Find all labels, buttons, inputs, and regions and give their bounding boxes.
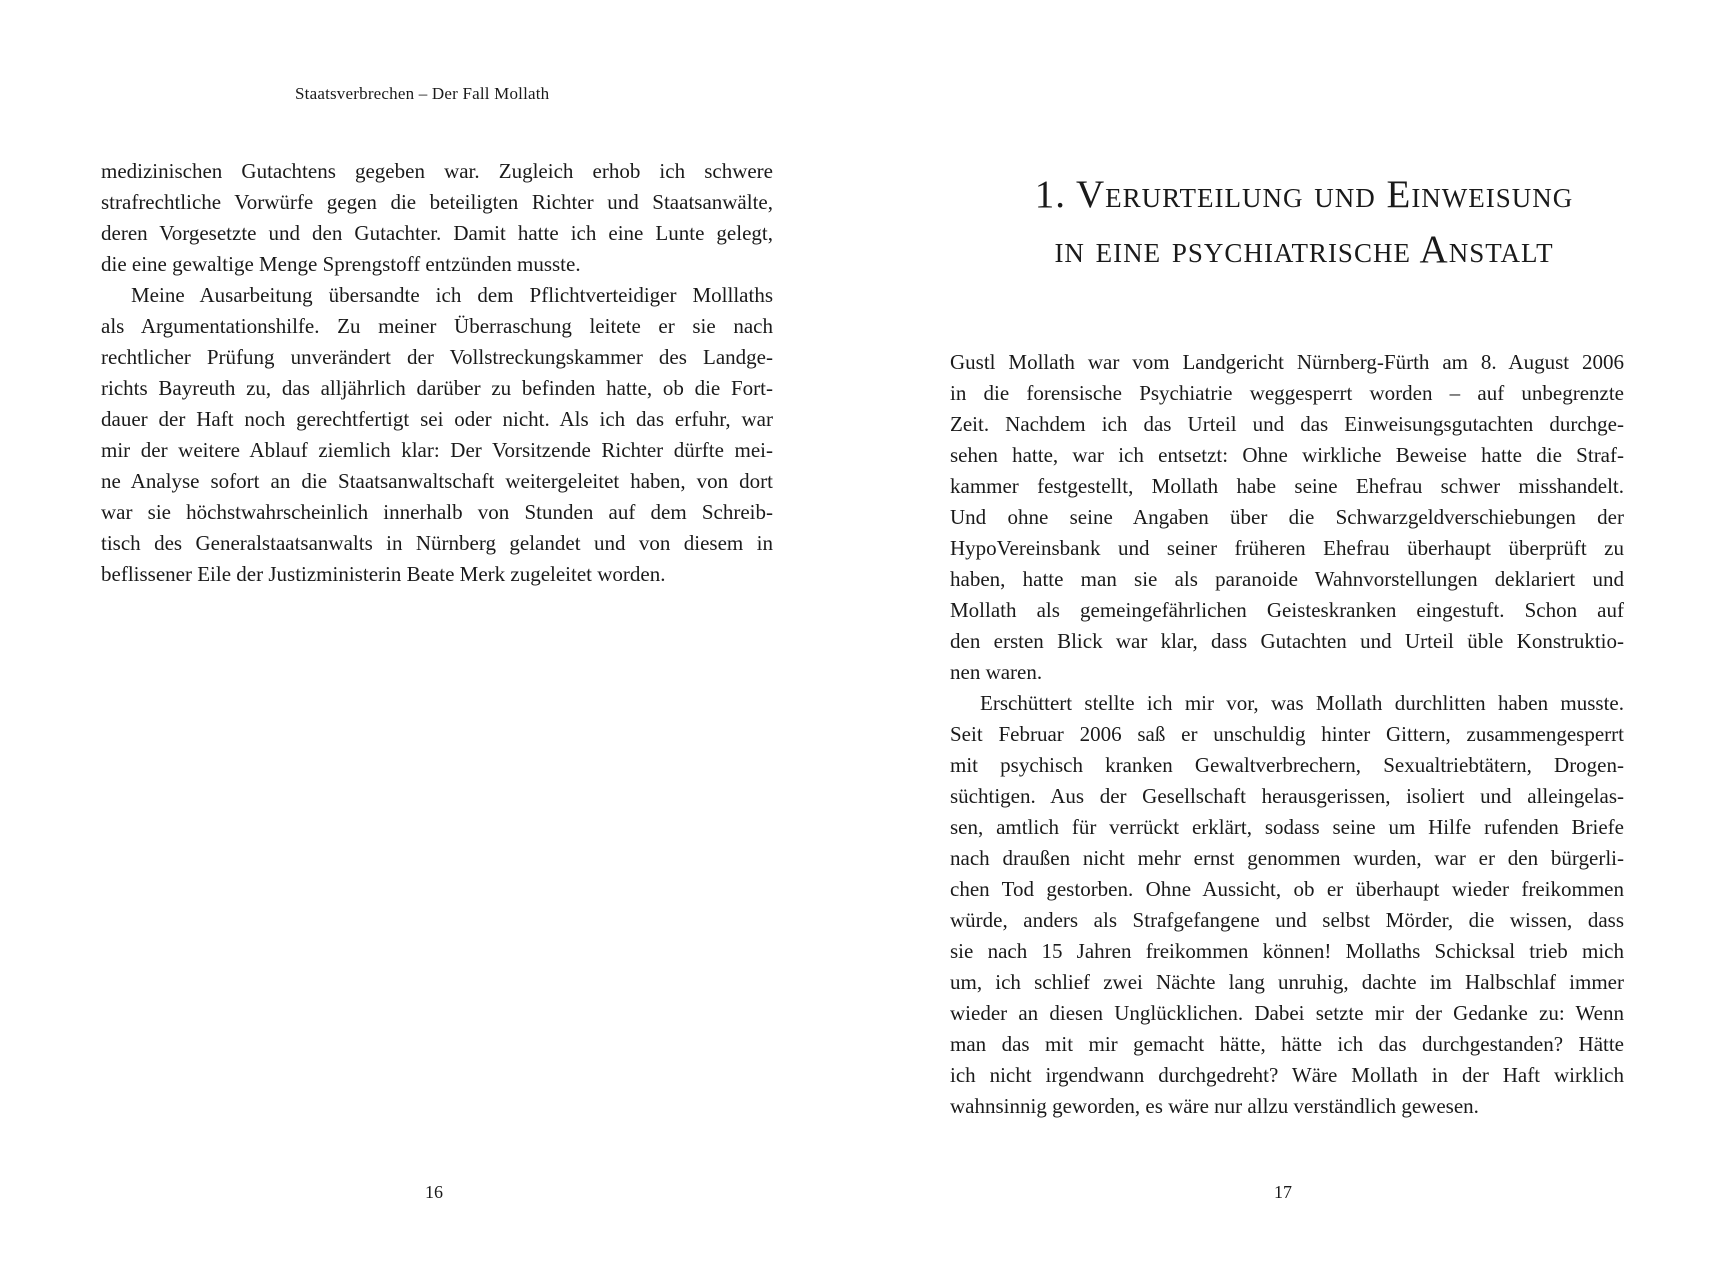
body-text-line: ne Analyse sofort an die Staatsanwaltschaft weitergeleitet haben, von dort	[101, 469, 773, 493]
body-text-line: HypoVereinsbank und seiner früheren Ehefrau überhaupt überprüft zu	[950, 536, 1624, 560]
body-text-line: war sie höchstwahrscheinlich innerhalb von Stunden auf dem Schreib-	[101, 500, 773, 524]
body-text-line: richts Bayreuth zu, das alljährlich darüber zu befinden hatte, ob die Fort-	[101, 376, 773, 400]
body-text-line: die eine gewaltige Menge Sprengstoff entzünden musste.	[101, 252, 581, 276]
body-text-line: Und ohne seine Angaben über die Schwarzgeldverschiebungen der	[950, 505, 1624, 529]
body-text-line: um, ich schlief zwei Nächte lang unruhig, dachte im Halbschlaf immer	[950, 970, 1624, 994]
body-text-line: den ersten Blick war klar, dass Gutachten und Urteil üble Konstruktio-	[950, 629, 1624, 653]
body-text-line: sehen hatte, war ich entsetzt: Ohne wirkliche Beweise hatte die Straf-	[950, 443, 1624, 467]
body-text-line: haben, hatte man sie als paranoide Wahnvorstellungen deklariert und	[950, 567, 1624, 591]
body-text-line: sen, amtlich für verrückt erklärt, sodass seine um Hilfe rufenden Briefe	[950, 815, 1624, 839]
body-text-line: strafrechtliche Vorwürfe gegen die beteiligten Richter und Staatsanwälte,	[101, 190, 773, 214]
body-text-line: sie nach 15 Jahren freikommen können! Mollaths Schicksal trieb mich	[950, 939, 1624, 963]
body-text-line: Zeit. Nachdem ich das Urteil und das Einweisungsgutachten durchge-	[950, 412, 1624, 436]
body-text-line: beflissener Eile der Justizministerin Beate Merk zugeleitet worden.	[101, 562, 666, 586]
body-text-line: in die forensische Psychiatrie weggesperrt worden – auf unbegrenzte	[950, 381, 1624, 405]
body-text-line: Meine Ausarbeitung übersandte ich dem Pflichtverteidiger Molllaths	[131, 283, 773, 307]
body-text-line: Mollath als gemeingefährlichen Geisteskranken eingestuft. Schon auf	[950, 598, 1624, 622]
left-page	[0, 0, 856, 1270]
chapter-title-line-2: in eine psychiatrische Anstalt	[1054, 228, 1554, 271]
body-text-line: man das mit mir gemacht hätte, hätte ich das durchgestanden? Hätte	[950, 1032, 1624, 1056]
body-text-line: mit psychisch kranken Gewaltverbrechern, Sexualtriebtätern, Drogen-	[950, 753, 1624, 777]
body-text-line: Gustl Mollath war vom Landgericht Nürnberg-Fürth am 8. August 2006	[950, 350, 1624, 374]
body-text-line: nen waren.	[950, 660, 1043, 684]
body-text-line: rechtlicher Prüfung unverändert der Vollstreckungskammer des Landge-	[101, 345, 773, 369]
body-text-line: würde, anders als Strafgefangene und selbst Mörder, die wissen, dass	[950, 908, 1624, 932]
body-text-line: dauer der Haft noch gerechtfertigt sei oder nicht. Als ich das erfuhr, war	[101, 407, 773, 431]
chapter-title-line-1: 1. Verurteilung und Einweisung	[1034, 173, 1574, 216]
body-text-line: Erschüttert stellte ich mir vor, was Mollath durchlitten haben musste.	[980, 691, 1624, 715]
body-text-line: mir der weitere Ablauf ziemlich klar: Der Vorsitzende Richter dürfte mei-	[101, 438, 773, 462]
body-text-line: wahnsinnig geworden, es wäre nur allzu verständlich gewesen.	[950, 1094, 1479, 1118]
page-number: 17	[1274, 1182, 1292, 1202]
body-text-line: medizinischen Gutachtens gegeben war. Zugleich erhob ich schwere	[101, 159, 773, 183]
body-text-line: kammer festgestellt, Mollath habe seine Ehefrau schwer misshandelt.	[950, 474, 1624, 498]
body-text-line: als Argumentationshilfe. Zu meiner Überraschung leitete er sie nach	[101, 314, 773, 338]
running-head: Staatsverbrechen – Der Fall Mollath	[295, 84, 550, 103]
body-text-line: nach draußen nicht mehr ernst genommen wurden, war er den bürgerli-	[950, 846, 1624, 870]
body-text-line: tisch des Generalstaatsanwalts in Nürnberg gelandet und von diesem in	[101, 531, 773, 555]
body-text-line: süchtigen. Aus der Gesellschaft herausgerissen, isoliert und alleingelas-	[950, 784, 1624, 808]
body-text-line: chen Tod gestorben. Ohne Aussicht, ob er überhaupt wieder freikommen	[950, 877, 1624, 901]
page-number: 16	[425, 1182, 443, 1202]
body-text-line: ich nicht irgendwann durchgedreht? Wäre Mollath in der Haft wirklich	[950, 1063, 1624, 1087]
body-text-line: wieder an diesen Unglücklichen. Dabei setzte mir der Gedanke zu: Wenn	[950, 1001, 1624, 1025]
body-text-line: Seit Februar 2006 saß er unschuldig hinter Gittern, zusammengesperrt	[950, 722, 1624, 746]
body-text-line: deren Vorgesetzte und den Gutachter. Damit hatte ich eine Lunte gelegt,	[101, 221, 773, 245]
right-page	[856, 0, 1713, 1270]
